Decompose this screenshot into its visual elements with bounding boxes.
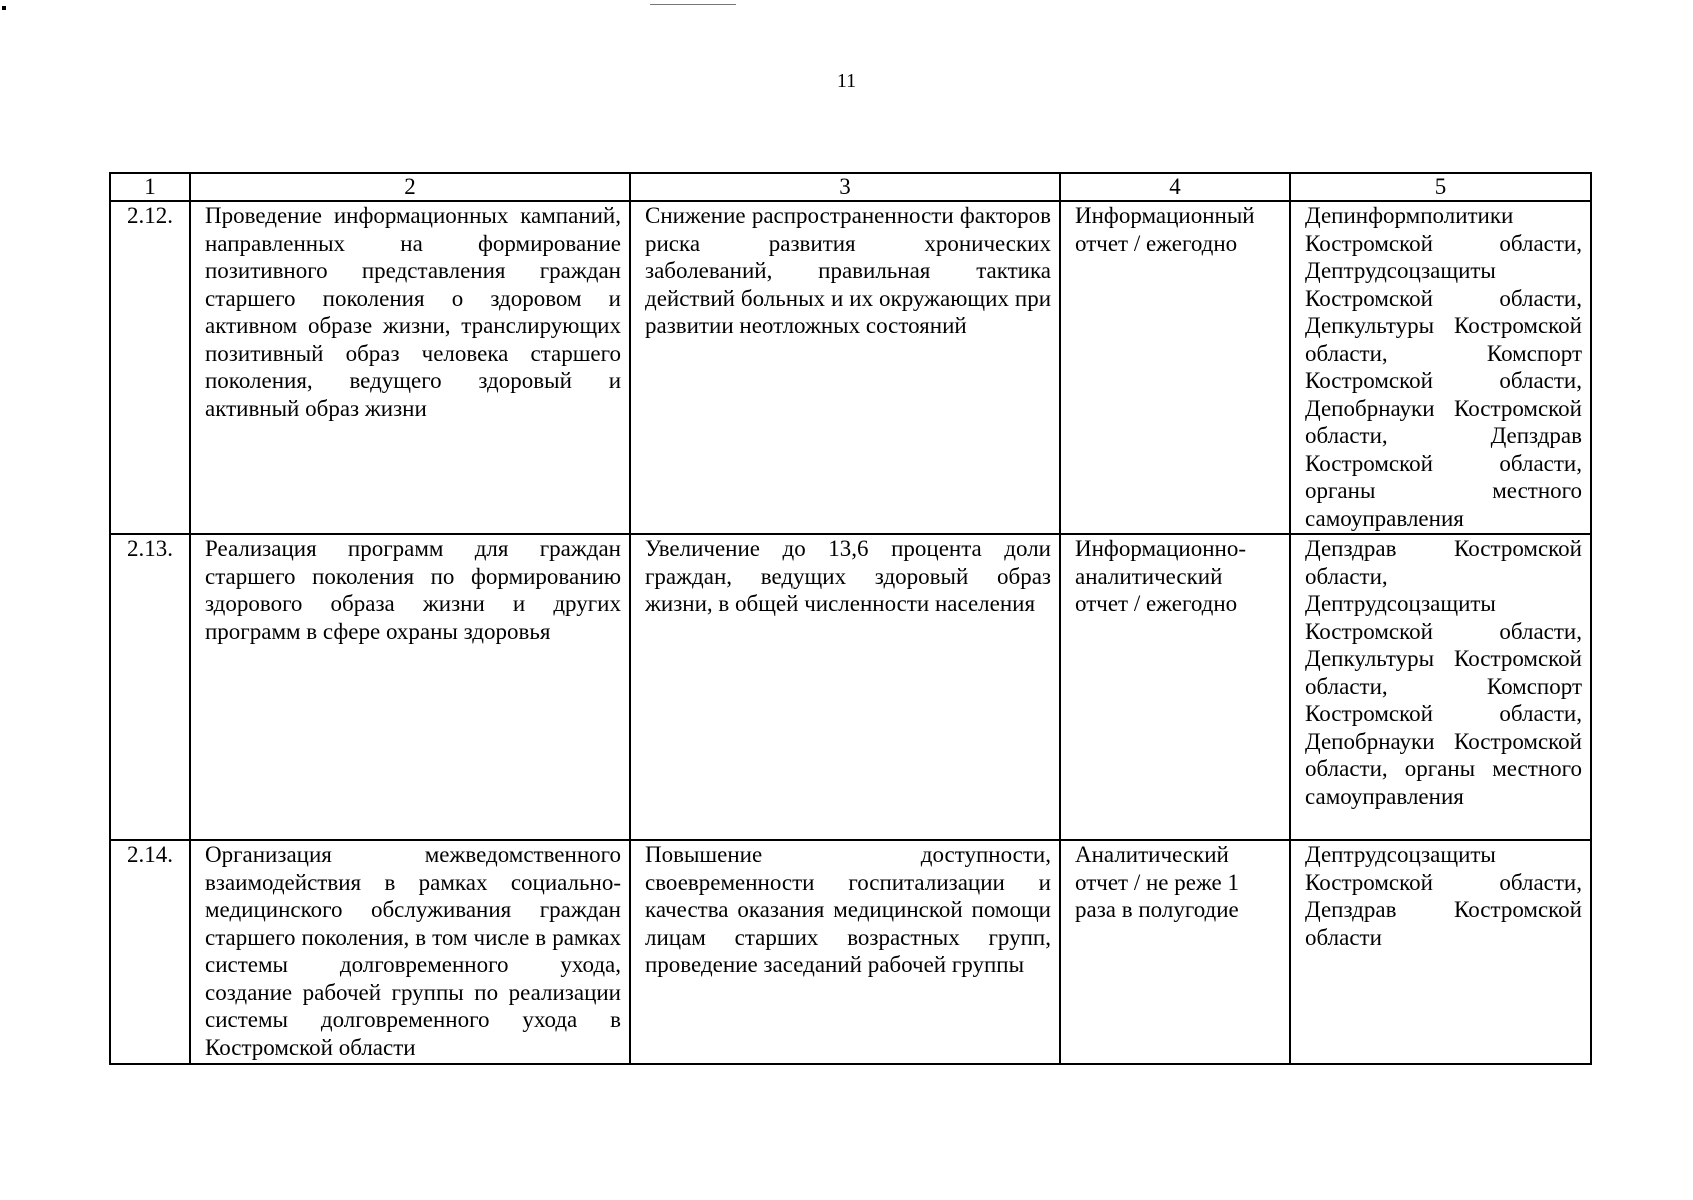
- result-cell: Снижение распространенности факторов риска развития хронических заболеваний, правильная тактика действий больных и их окружающих при развитии неотложных состояний: [630, 201, 1060, 534]
- activity-cell: Реализация программ для граждан старшего поколения по формированию здорового образа жизни и других программ в сфере охраны здоровья: [190, 534, 630, 840]
- executors-cell: Депздрав Костромской области, Дептрудсоцзащиты Костромской области, Депкультуры Костромской области, Комспорт Костромской области, Депобрнауки Костромской области, органы местного самоуправления: [1290, 534, 1591, 840]
- row-number: 2.12.: [110, 201, 190, 534]
- result-cell: Увеличение до 13,6 процента доли граждан, ведущих здоровый образ жизни, в общей численности населения: [630, 534, 1060, 840]
- header-rule: [650, 4, 736, 5]
- col-header-4: 4: [1060, 173, 1290, 201]
- table-row: [110, 840, 1591, 1064]
- executors-cell: Депинформполитики Костромской области, Дептрудсоцзащиты Костромской области, Депкультуры Костромской области, Комспорт Костромской области, Депобрнауки Костромской области, Депздрав Костромской области, органы местного самоуправления: [1290, 201, 1591, 534]
- table-row: [110, 201, 1591, 534]
- row-number: 2.13.: [110, 534, 190, 840]
- report-cell: Аналитический отчет / не реже 1 раза в полугодие: [1060, 840, 1290, 1064]
- col-header-1: 1: [110, 173, 190, 201]
- plan-table: [109, 172, 1592, 1065]
- report-cell: Информационно-аналитический отчет / ежегодно: [1060, 534, 1290, 840]
- table-header-row: [110, 173, 1591, 201]
- report-cell: Информационный отчет / ежегодно: [1060, 201, 1290, 534]
- col-header-3: 3: [630, 173, 1060, 201]
- executors-cell: Дептрудсоцзащиты Костромской области, Депздрав Костромской области: [1290, 840, 1591, 1064]
- result-cell: Повышение доступности, своевременности госпитализации и качества оказания медицинской помощи лицам старших возрастных групп, проведение заседаний рабочей группы: [630, 840, 1060, 1064]
- scan-mark: [2, 6, 6, 10]
- row-number: 2.14.: [110, 840, 190, 1064]
- activity-cell: Организация межведомственного взаимодействия в рамках социально-медицинского обслуживания граждан старшего поколения, в том числе в рамках системы долговременного ухода, создание рабочей группы по реализации системы долговременного ухода в Костромской области: [190, 840, 630, 1064]
- col-header-5: 5: [1290, 173, 1591, 201]
- page-number: 11: [836, 70, 857, 92]
- activity-cell: Проведение информационных кампаний, направленных на формирование позитивного представления граждан старшего поколения о здоровом и активном образе жизни, транслирующих позитивный образ человека старшего поколения, ведущего здоровый и активный образ жизни: [190, 201, 630, 534]
- table-row: [110, 534, 1591, 840]
- col-header-2: 2: [190, 173, 630, 201]
